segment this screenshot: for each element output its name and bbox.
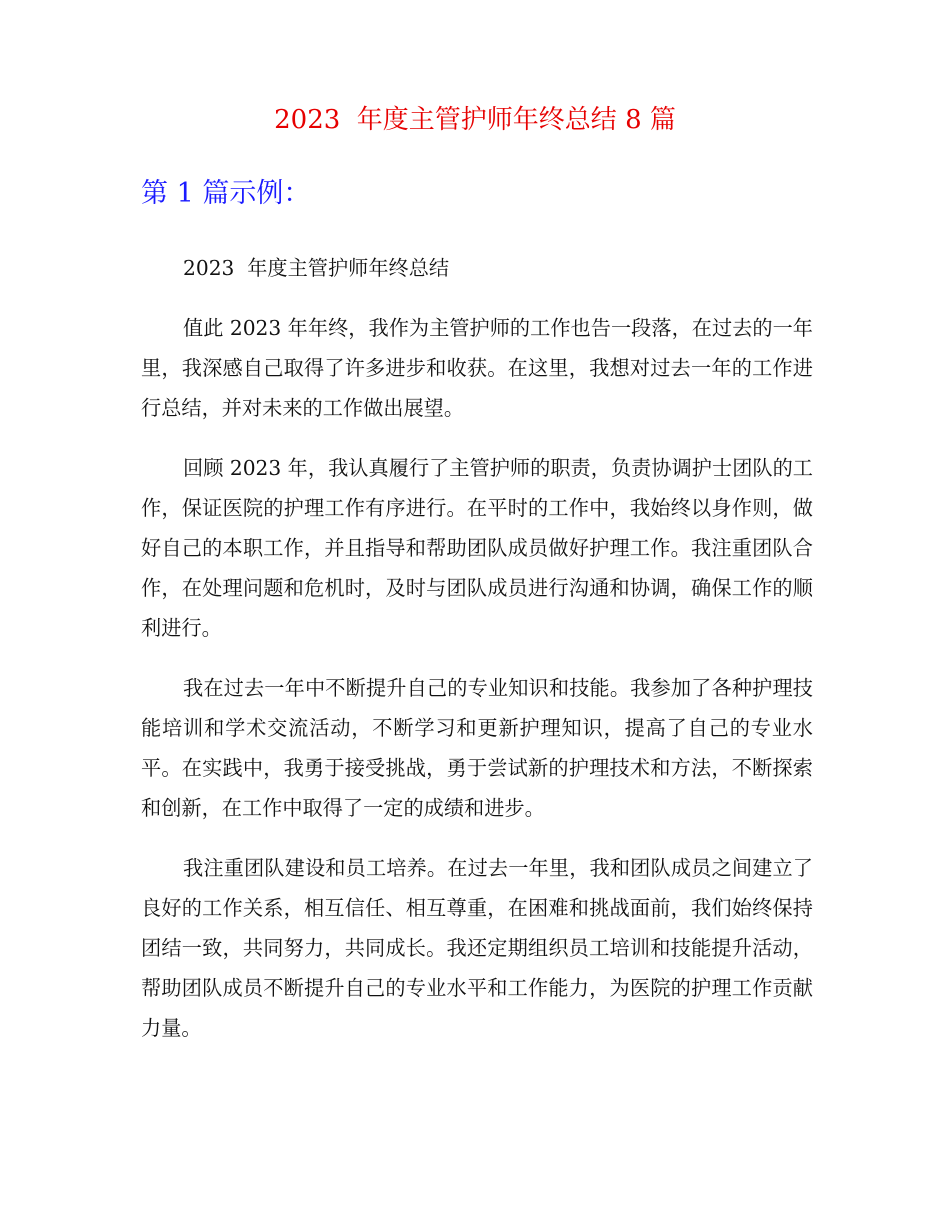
document-subtitle: 2023 年度主管护师年终总结: [183, 256, 450, 280]
paragraph-1: 值此 2023 年年终，我作为主管护师的工作也告一段落，在过去的一年里，我深感自己取得了许多进步和收获。在这里，我想对过去一年的工作进行总结，并对未来的工作做出展望。: [141, 316, 813, 420]
paragraph-2: 回顾 2023 年，我认真履行了主管护师的职责，负责协调护士团队的工作，保证医院的护理工作有序进行。在平时的工作中，我始终以身作则，做好自己的本职工作，并且指导和帮助团队成员做好护理工作。我注重团队合作，在处理问题和危机时，及时与团队成员进行沟通和协调，确保工作的顺利进行。: [141, 456, 813, 640]
section-heading: 第 1 篇示例：: [141, 178, 311, 209]
document-title: 2023 年度主管护师年终总结 8 篇: [274, 105, 676, 135]
body-text: [141, 308, 813, 1068]
paragraph-3: 我在过去一年中不断提升自己的专业知识和技能。我参加了各种护理技能培训和学术交流活动，不断学习和更新护理知识，提高了自己的专业水平。在实践中，我勇于接受挑战，勇于尝试新的护理技术和方法，不断探索和创新，在工作中取得了一定的成绩和进步。: [141, 676, 813, 820]
paragraph-4: 我注重团队建设和员工培养。在过去一年里，我和团队成员之间建立了良好的工作关系，相互信任、相互尊重，在困难和挑战面前，我们始终保持团结一致，共同努力，共同成长。我还定期组织员工培训和技能提升活动，帮助团队成员不断提升自己的专业水平和工作能力，为医院的护理工作贡献力量。: [141, 856, 813, 1040]
